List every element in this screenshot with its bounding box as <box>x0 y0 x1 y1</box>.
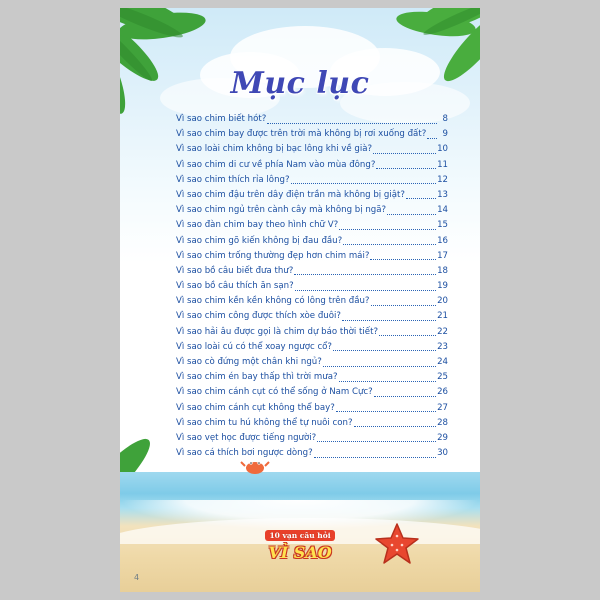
toc-page: 15 <box>437 220 448 231</box>
toc-question: Vì sao cá thích bơi ngược dòng? <box>176 448 313 459</box>
toc-dots <box>291 176 437 184</box>
toc-entry[interactable] <box>176 357 448 368</box>
toc-question: Vì sao bồ câu biết đưa thư? <box>176 265 294 276</box>
toc-dots <box>374 389 436 397</box>
toc-dots <box>387 207 436 215</box>
toc-page: 21 <box>437 311 448 322</box>
toc-page: 29 <box>437 432 448 443</box>
toc-entry[interactable] <box>176 433 448 444</box>
toc-page: 8 <box>442 114 448 124</box>
toc-dots <box>339 374 437 382</box>
toc-dots <box>333 343 436 351</box>
logo-top-text: 10 vạn câu hỏi <box>265 530 334 541</box>
page-number: 4 <box>134 573 140 582</box>
toc-entry[interactable] <box>176 327 448 338</box>
toc-question: Vì sao chim trống thường đẹp hơn chim mái? <box>176 250 370 261</box>
toc-dots <box>339 222 436 230</box>
toc-page: 10 <box>437 144 448 155</box>
toc-question: Vì sao đàn chim bay theo hình chữ V? <box>176 220 339 231</box>
page-title: Mục lục <box>230 66 370 102</box>
toc-dots <box>376 161 436 169</box>
toc-question: Vì sao chim cánh cụt có thể sống ở Nam Cực? <box>176 387 373 398</box>
toc-entry[interactable] <box>176 311 448 322</box>
toc-dots <box>336 404 436 412</box>
toc-dots <box>294 267 436 275</box>
toc-entry[interactable] <box>176 144 448 155</box>
toc-page: 25 <box>437 372 448 383</box>
toc-question: Vì sao loài cú có thể xoay ngược cổ? <box>176 341 332 352</box>
toc-page: 30 <box>437 448 448 459</box>
toc-question: Vì sao loài chim không bị bạc lông khi về già? <box>176 144 373 155</box>
toc-entry[interactable] <box>176 403 448 414</box>
book-page <box>120 8 480 592</box>
toc-dots <box>370 252 436 260</box>
toc-page: 12 <box>437 174 448 185</box>
starfish-icon <box>375 522 419 570</box>
toc-page: 16 <box>437 235 448 246</box>
toc-entry[interactable] <box>176 205 448 216</box>
toc-dots <box>371 298 437 306</box>
toc-dots <box>295 283 436 291</box>
toc-page: 26 <box>437 387 448 398</box>
toc-page: 19 <box>437 281 448 292</box>
toc-entry[interactable] <box>176 448 448 459</box>
toc-question: Vì sao cò đứng một chân khi ngủ? <box>176 357 322 367</box>
toc-page: 28 <box>437 417 448 428</box>
toc-dots <box>342 313 436 321</box>
toc-entry[interactable] <box>176 281 448 292</box>
toc-question: Vì sao chim kền kền không có lông trên đầu? <box>176 296 370 307</box>
toc-question: Vì sao chim đậu trên dây điện trần mà không bị giật? <box>176 189 405 200</box>
toc-dots <box>314 450 436 458</box>
toc-page: 13 <box>437 189 448 200</box>
toc-question: Vì sao chim ngủ trên cành cây mà không bị ngã? <box>176 205 387 216</box>
toc-entry[interactable] <box>176 160 448 171</box>
toc-dots <box>373 146 436 154</box>
toc-entry[interactable] <box>176 387 448 398</box>
toc-entry[interactable] <box>176 236 448 247</box>
toc-question: Vì sao chim gõ kiến không bị đau đầu? <box>176 235 343 246</box>
toc-page: 23 <box>437 341 448 352</box>
toc-question: Vì sao chim tu hú không thể tự nuôi con? <box>176 417 353 428</box>
toc-entry[interactable] <box>176 190 448 201</box>
toc-entry[interactable] <box>176 129 448 140</box>
toc-page: 22 <box>437 326 448 337</box>
toc-dots <box>406 191 436 199</box>
toc-page: 14 <box>437 205 448 216</box>
toc-page: 18 <box>437 265 448 276</box>
toc-dots <box>323 359 436 367</box>
crab-icon <box>240 456 270 480</box>
toc-question: Vì sao chim bay được trên trời mà không bị rơi xuống đất? <box>176 129 427 140</box>
toc-entry[interactable] <box>176 296 448 307</box>
toc-entry[interactable] <box>176 175 448 186</box>
toc-page: 20 <box>437 296 448 307</box>
toc-question: Vì sao vẹt học được tiếng người? <box>176 432 317 443</box>
toc-page: 17 <box>437 250 448 261</box>
toc-entry[interactable] <box>176 251 448 262</box>
logo-bottom-text: VÌ SAO <box>268 543 332 562</box>
toc-question: Vì sao chim công được thích xòe đuôi? <box>176 311 341 322</box>
toc-dots <box>267 116 437 124</box>
series-logo <box>246 523 354 562</box>
toc-page: 11 <box>437 159 448 170</box>
toc-question: Vì sao chim én bay thấp thì trời mưa? <box>176 372 338 383</box>
toc-entry[interactable] <box>176 372 448 383</box>
toc-entry[interactable] <box>176 220 448 231</box>
toc-question: Vì sao chim di cư về phía Nam vào mùa đông? <box>176 159 376 170</box>
toc-entry[interactable] <box>176 114 448 125</box>
toc-page: 27 <box>437 402 448 413</box>
toc-dots <box>317 434 436 442</box>
toc-dots <box>427 131 437 139</box>
toc-dots <box>354 419 437 427</box>
toc-question: Vì sao chim thích rỉa lông? <box>176 174 290 185</box>
toc-question: Vì sao bồ câu thích ăn sạn? <box>176 281 294 292</box>
toc-question: Vì sao chim cánh cụt không thể bay? <box>176 402 335 413</box>
toc-dots <box>343 237 436 245</box>
table-of-contents <box>176 114 448 463</box>
toc-question: Vì sao hải âu được gọi là chim dự báo thời tiết? <box>176 326 379 337</box>
toc-entry[interactable] <box>176 266 448 277</box>
toc-entry[interactable] <box>176 418 448 429</box>
toc-dots <box>379 328 436 336</box>
toc-question: Vì sao chim biết hót? <box>176 114 267 124</box>
toc-page: 9 <box>442 129 448 140</box>
toc-entry[interactable] <box>176 342 448 353</box>
toc-page: 24 <box>437 357 448 367</box>
